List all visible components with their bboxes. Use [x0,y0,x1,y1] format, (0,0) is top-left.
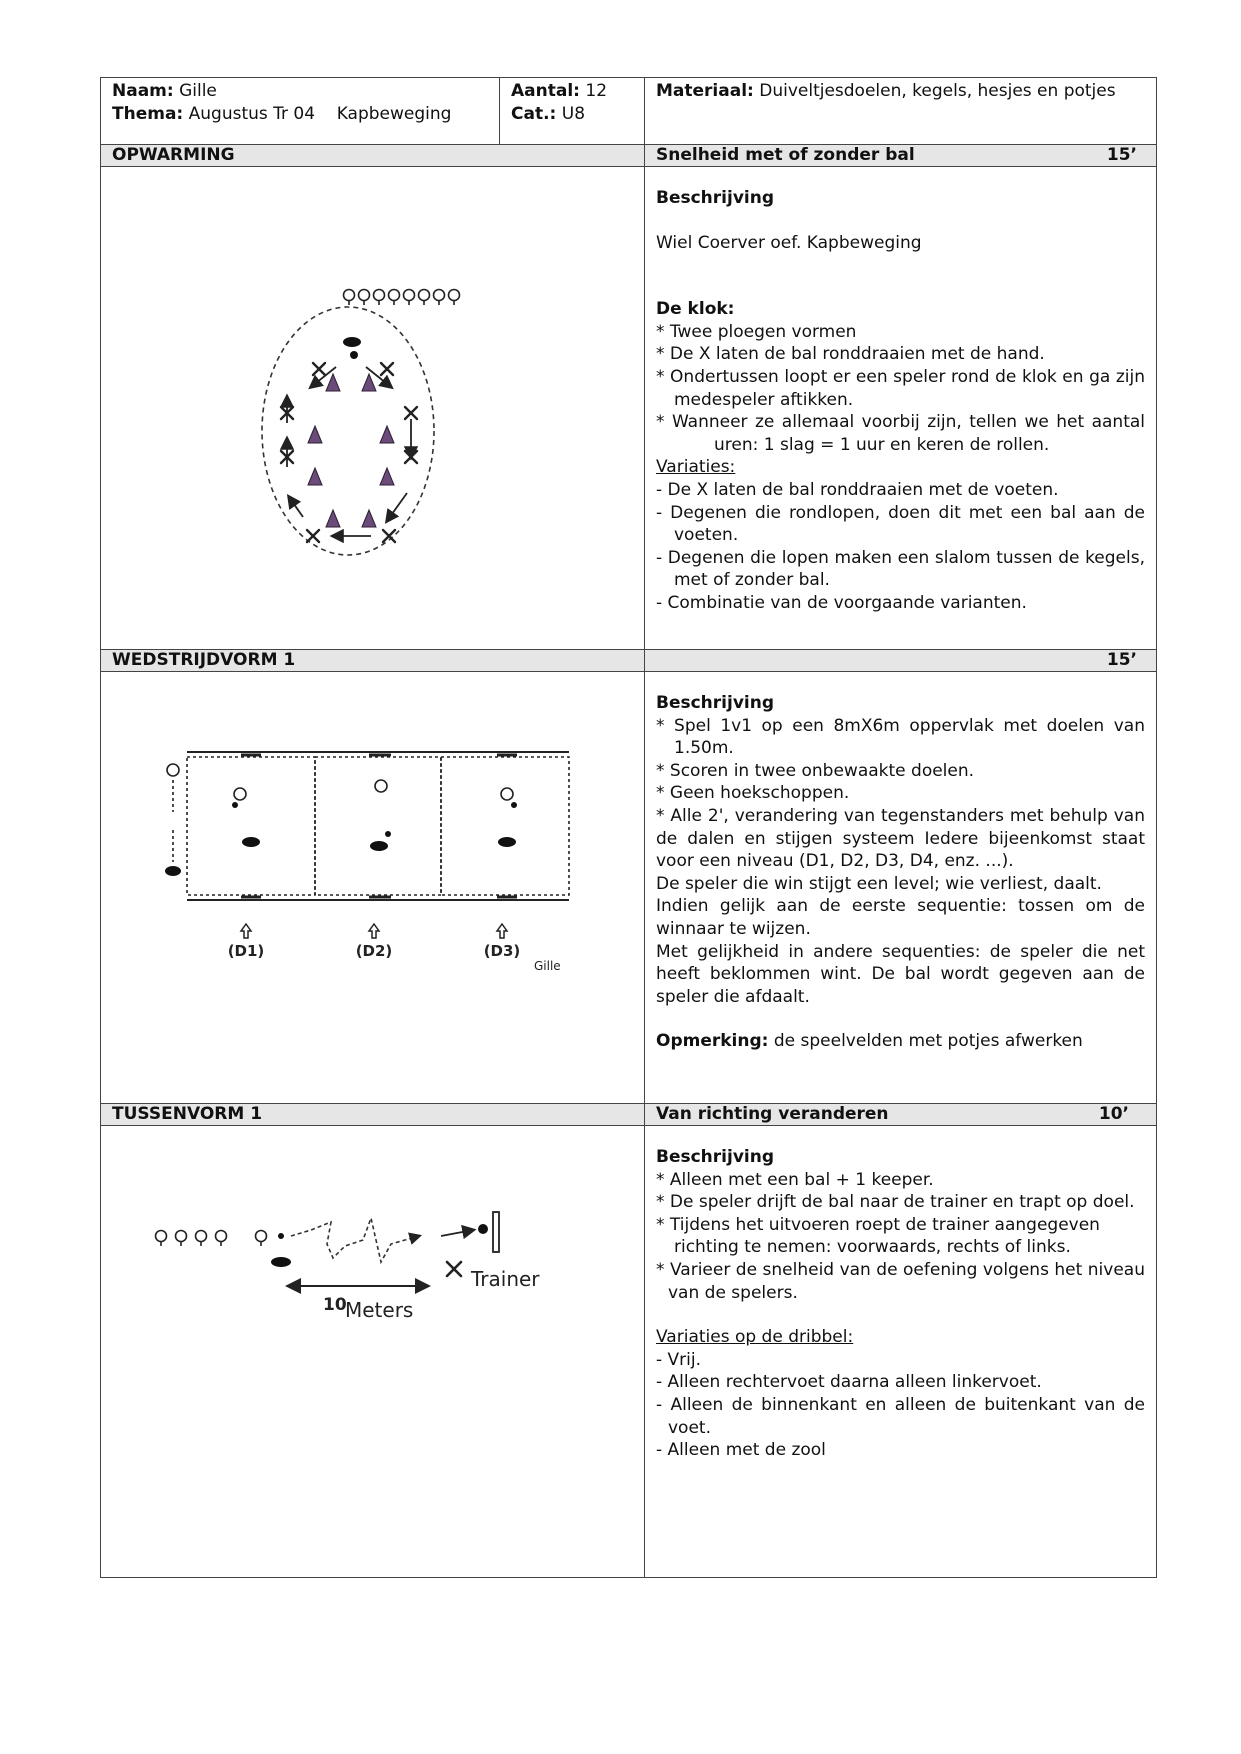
bullet-line: * Wanneer ze allemaal voorbij zijn, tellen we het aantal uren: 1 slag = 1 uur en keren de rollen. [656,412,1145,455]
variatie-line: - Alleen de binnenkant en alleen de buitenkant van de voet. [656,1394,1145,1438]
player-symbol [176,1231,187,1242]
section-title: TUSSENVORM 1 [112,1104,263,1124]
variatie-line: - Combinatie van de voorgaande varianten. [656,592,1027,613]
aantal-cat-cell [500,78,645,145]
beschrijving-heading: Beschrijving [656,693,775,713]
materiaal-label: Materiaal: [656,81,754,101]
klok-heading: De klok: [656,299,735,320]
bullet-line: * Tijdens het uitvoeren roept de trainer aangegeven richting te nemen: voorwaards, rechts of links. [656,1214,1100,1258]
training-table [100,77,1157,1578]
variatie-line: - Alleen met de zool [656,1440,826,1461]
thema-label: Thema: [112,103,184,124]
opmerking-value: de speelvelden met potjes afwerken [773,1031,1083,1052]
section-title: WEDSTRIJDVORM 1 [112,650,296,670]
player-symbol [156,1231,167,1242]
variatie-line: - Degenen die rondlopen, doen dit met een bal aan de voeten. [656,502,1145,546]
x-player-mark [381,363,393,375]
bullet-line: * Ondertussen loopt er een speler rond de klok en ga zijn medespeler aftikken. [656,366,1145,410]
x-player-mark [313,363,325,375]
variatie-line: - Vrij. [656,1349,702,1370]
player-symbol [449,290,460,301]
section-right-title: Snelheid met of zonder bal [656,145,915,165]
training-sheet [100,77,1156,1578]
distance-label: 10 [323,1295,347,1315]
cone-icon [362,374,376,391]
diagram-cell-tussenvorm [101,1126,645,1578]
section-body-wedstrijdvorm [101,672,1157,1104]
text-line: Met gelijkheid in andere sequenties: de speler die net heeft beklommen wint. De bal wordt gegeven aan de speler die afdaalt. [656,941,1145,1007]
section-header-tussenvorm [101,1104,1157,1126]
variaties-heading: Variaties op de dribbel: [656,1327,854,1348]
materiaal-cell [645,78,1157,145]
beschrijving-heading: Beschrijving [656,188,775,208]
cone-icon [362,510,376,527]
x-player-mark [307,530,319,542]
text-line: Indien gelijk aan de eerste sequentie: tossen om de winnaar te wijzen. [656,896,1145,939]
bullet-line: * Alle 2', verandering van tegenstanders met behulp van de dalen en stijgen systeem Iedere bijeenkomst staat voor een niveau (D1, D2, D3, D4, enz. ...). [656,805,1145,872]
section-header-wedstrijdvorm [101,650,1157,672]
cone-icon [326,510,340,527]
aantal-value: 12 [585,81,608,101]
section-header-opwarming [101,145,1157,167]
cat-value: U8 [561,103,586,124]
player-symbol [389,290,400,301]
cone-icon [308,468,322,485]
trainer-label: Trainer [471,1267,540,1291]
bullet-line: * Scoren in twee onbewaakte doelen. [656,760,975,781]
variatie-line: - Degenen die lopen maken een slalom tussen de kegels, met of zonder bal. [656,547,1145,591]
section-body-tussenvorm [101,1126,1157,1578]
player-symbol [404,290,415,301]
header-row [101,78,1157,145]
beschrijving-heading: Beschrijving [656,1147,775,1167]
fields-diagram [101,672,645,972]
player-symbol [344,290,355,301]
cone-icon [380,468,394,485]
player-symbol [374,290,385,301]
naam-thema-cell [101,78,500,145]
section-duration: 15’ [1106,145,1137,165]
bullet-line: * Geen hoekschoppen. [656,783,850,804]
distance-unit: Meters [345,1298,414,1322]
bullet-line: * Alleen met een bal + 1 keeper. [656,1169,934,1190]
player-symbol [419,290,430,301]
cone-icon [308,426,322,443]
player-symbol [359,290,370,301]
text-line: De speler die win stijgt een level; wie verliest, daalt. [656,873,1102,894]
cat-label: Cat.: [511,103,557,124]
aantal-label: Aantal: [511,81,580,101]
cone-icon [326,374,340,391]
section-duration: 10’ [1098,1104,1129,1124]
thema-extra: Kapbeweging [336,103,452,124]
variatie-line: - De X laten de bal ronddraaien met de voeten. [656,479,1059,500]
field-label: (D1) [227,942,265,960]
materiaal-value: Duiveltjesdoelen, kegels, hesjes en potjes [759,81,1116,101]
opmerking-label: Opmerking: [656,1031,769,1052]
thema-value: Augustus Tr 04 [188,103,316,124]
section-body-opwarming [101,167,1157,650]
bullet-line: * Twee ploegen vormen [656,321,857,342]
naam-value: Gille [179,81,217,101]
bullet-line: * De X laten de bal ronddraaien met de hand. [656,344,1045,365]
diagram-cell-opwarming [101,167,645,650]
naam-label: Naam: [112,81,174,101]
player-symbol [434,290,445,301]
text-cell-wedstrijdvorm [645,672,1157,1104]
dribble-diagram [101,1126,645,1366]
variaties-heading: Variaties: [656,457,736,478]
bullet-line: * De speler drijft de bal naar de trainer en trapt op doel. [656,1192,1135,1213]
player-symbol [196,1231,207,1242]
section-title: OPWARMING [112,145,235,165]
clock-diagram [101,167,645,645]
text-cell-tussenvorm [645,1126,1157,1578]
diagram-cell-wedstrijdvorm [101,672,645,1104]
diagram-author: Gille [534,959,561,972]
intro-text: Wiel Coerver oef. Kapbeweging [656,232,922,253]
field-label: (D3) [483,942,521,960]
player-symbol [256,1231,267,1242]
section-duration: 15’ [1106,650,1137,670]
variatie-line: - Alleen rechtervoet daarna alleen linkervoet. [656,1372,1042,1393]
player-symbol [216,1231,227,1242]
bullet-line: * Varieer de snelheid van de oefening volgens het niveau van de spelers. [656,1259,1145,1303]
text-cell-opwarming [645,167,1157,650]
bullet-line: * Spel 1v1 op een 8mX6m oppervlak met doelen van 1.50m. [656,715,1145,759]
section-right-title: Van richting veranderen [656,1104,889,1124]
field-label: (D2) [355,942,393,960]
cone-icon [380,426,394,443]
x-player-mark [405,407,417,419]
